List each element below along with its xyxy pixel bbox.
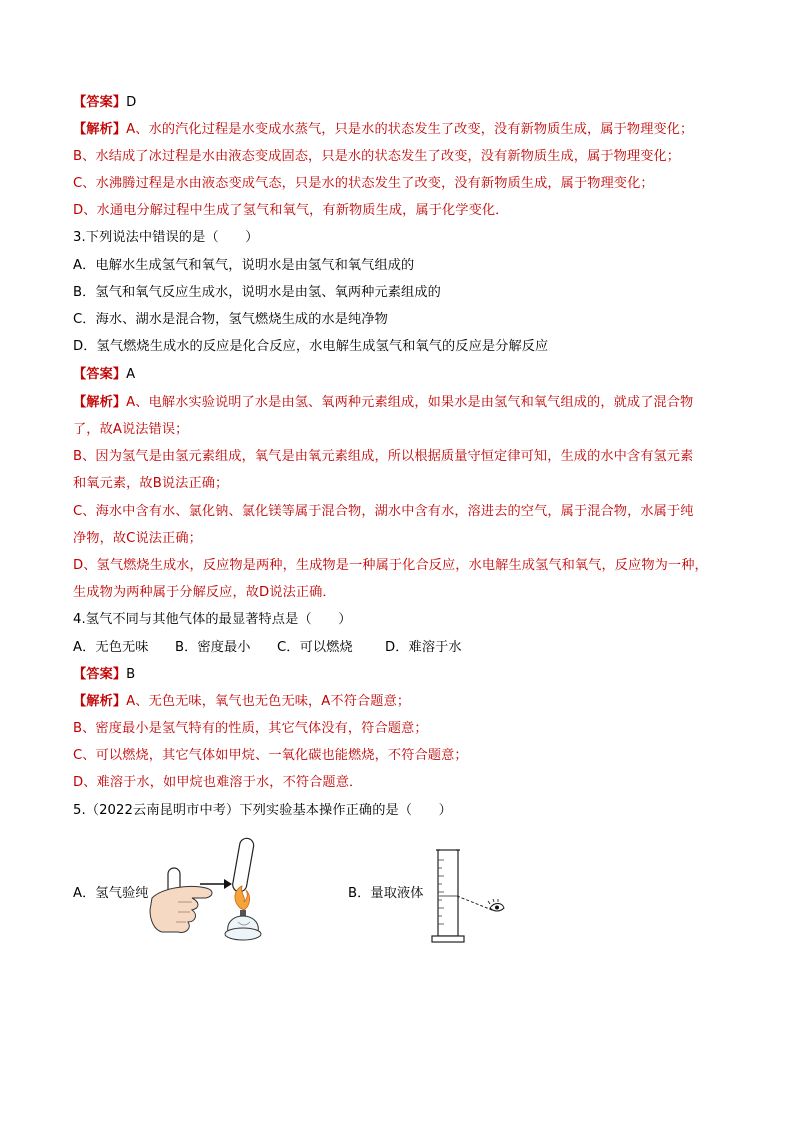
q3-analysis-line-6: 净物，故C说法正确； [73, 531, 202, 546]
cylinder-base [432, 936, 464, 942]
q3-option-d: D．氢气燃烧生成水的反应是化合反应，水电解生成氢气和氧气的反应是分解反应 [73, 339, 549, 354]
q5-option-a-label: A．氢气验纯 [73, 886, 149, 901]
q3-answer-line [73, 365, 135, 385]
q3-analysis-line-2: 了，故A说法错误； [73, 422, 189, 437]
q3-analysis-line-5: C、海水中含有水、氯化钠、氯化镁等属于混合物，湖水中含有水，溶进去的空气，属于混合物，水属于纯 [73, 504, 694, 519]
q4-answer-line [73, 665, 135, 685]
q4-option-d: D．难溶于水 [385, 640, 462, 655]
q3-analysis-line-7: D、氢气燃烧生成水，反应物是两种，生成物是一种属于化合反应，水电解生成氢气和氧气，反应物为一种， [73, 558, 708, 573]
analysis-text: A、无色无味，氧气也无色无味，A不符合题意； [126, 694, 411, 709]
q4-stem: 4.氢气不同与其他气体的最显著特点是（ ） [73, 612, 352, 627]
q4-analysis-line-2: B、密度最小是氢气特有的性质，其它气体没有，符合题意； [73, 721, 428, 736]
answer-value: A [126, 367, 136, 382]
q2-analysis-line-1 [73, 120, 693, 140]
q3-option-c: C．海水、湖水是混合物，氢气燃烧生成的水是纯净物 [73, 312, 388, 327]
analysis-text: A、电解水实验说明了水是由氢、氧两种元素组成，如果水是由氢气和氧气组成的，就成了混合物 [126, 395, 694, 410]
q3-analysis-line-8: 生成物为两种属于分解反应，故D说法正确． [73, 585, 336, 600]
hand [150, 886, 212, 932]
q3-analysis-line-3: B、因为氢气是由氢元素组成，氧气是由氧元素组成，所以根据质量守恒定律可知，生成的水中含有氢元素 [73, 449, 694, 464]
answer-value: D [126, 95, 137, 110]
q4-option-b: B．密度最小 [175, 640, 251, 655]
answer-tag: 【答案】 [73, 667, 127, 682]
q2-analysis-line-2: B、水结成了冰过程是水由液态变成固态，只是水的状态发生了改变，没有新物质生成，属于物理变化； [73, 149, 681, 164]
q2-answer-line [73, 93, 136, 113]
q3-option-a: A．电解水生成氢气和氧气，说明水是由氢气和氧气组成的 [73, 258, 415, 273]
q5-stem: 5.（2022云南昆明市中考）下列实验基本操作正确的是（ ） [73, 803, 452, 818]
measuring-liquid-figure [428, 846, 518, 946]
answer-value: B [126, 667, 136, 682]
graduated-cylinder [438, 850, 458, 936]
sight-line [457, 896, 492, 910]
q3-option-b: B．氢气和氧气反应生成水，说明水是由氢、氧两种元素组成的 [73, 285, 441, 300]
q4-analysis-line-4: D、难溶于水，如甲烷也难溶于水，不符合题意． [73, 775, 363, 790]
answer-tag: 【答案】 [73, 367, 127, 382]
q4-option-c: C．可以燃烧 [277, 640, 353, 655]
analysis-tag: 【解析】 [73, 122, 127, 137]
q3-stem: 3.下列说法中错误的是（ ） [73, 230, 259, 245]
q4-analysis-line-3: C、可以燃烧，其它气体如甲烷、一氧化碳也能燃烧，不符合题意； [73, 748, 468, 763]
hydrogen-purity-test-figure [148, 836, 270, 948]
analysis-tag: 【解析】 [73, 694, 127, 709]
inverted-test-tube [232, 837, 255, 893]
lamp-wick-holder [240, 910, 246, 916]
analysis-text: A、水的汽化过程是水变成水蒸气，只是水的状态发生了改变，没有新物质生成，属于物理变化； [126, 122, 694, 137]
q4-option-a: A．无色无味 [73, 640, 149, 655]
q2-analysis-line-4: D、水通电分解过程中生成了氢气和氧气，有新物质生成，属于化学变化． [73, 203, 509, 218]
q4-options [73, 638, 462, 658]
q3-analysis-line-1 [73, 393, 693, 413]
q4-analysis-line-1 [73, 692, 410, 712]
q2-analysis-line-3: C、水沸腾过程是水由液态变成气态，只是水的状态发生了改变，没有新物质生成，属于物理变化； [73, 176, 654, 191]
answer-tag: 【答案】 [73, 95, 127, 110]
analysis-tag: 【解析】 [73, 395, 127, 410]
q5-option-b-label: B．量取液体 [348, 886, 424, 901]
q3-analysis-line-4: 和氧元素，故B说法正确； [73, 476, 229, 491]
arrow-head [224, 879, 232, 889]
